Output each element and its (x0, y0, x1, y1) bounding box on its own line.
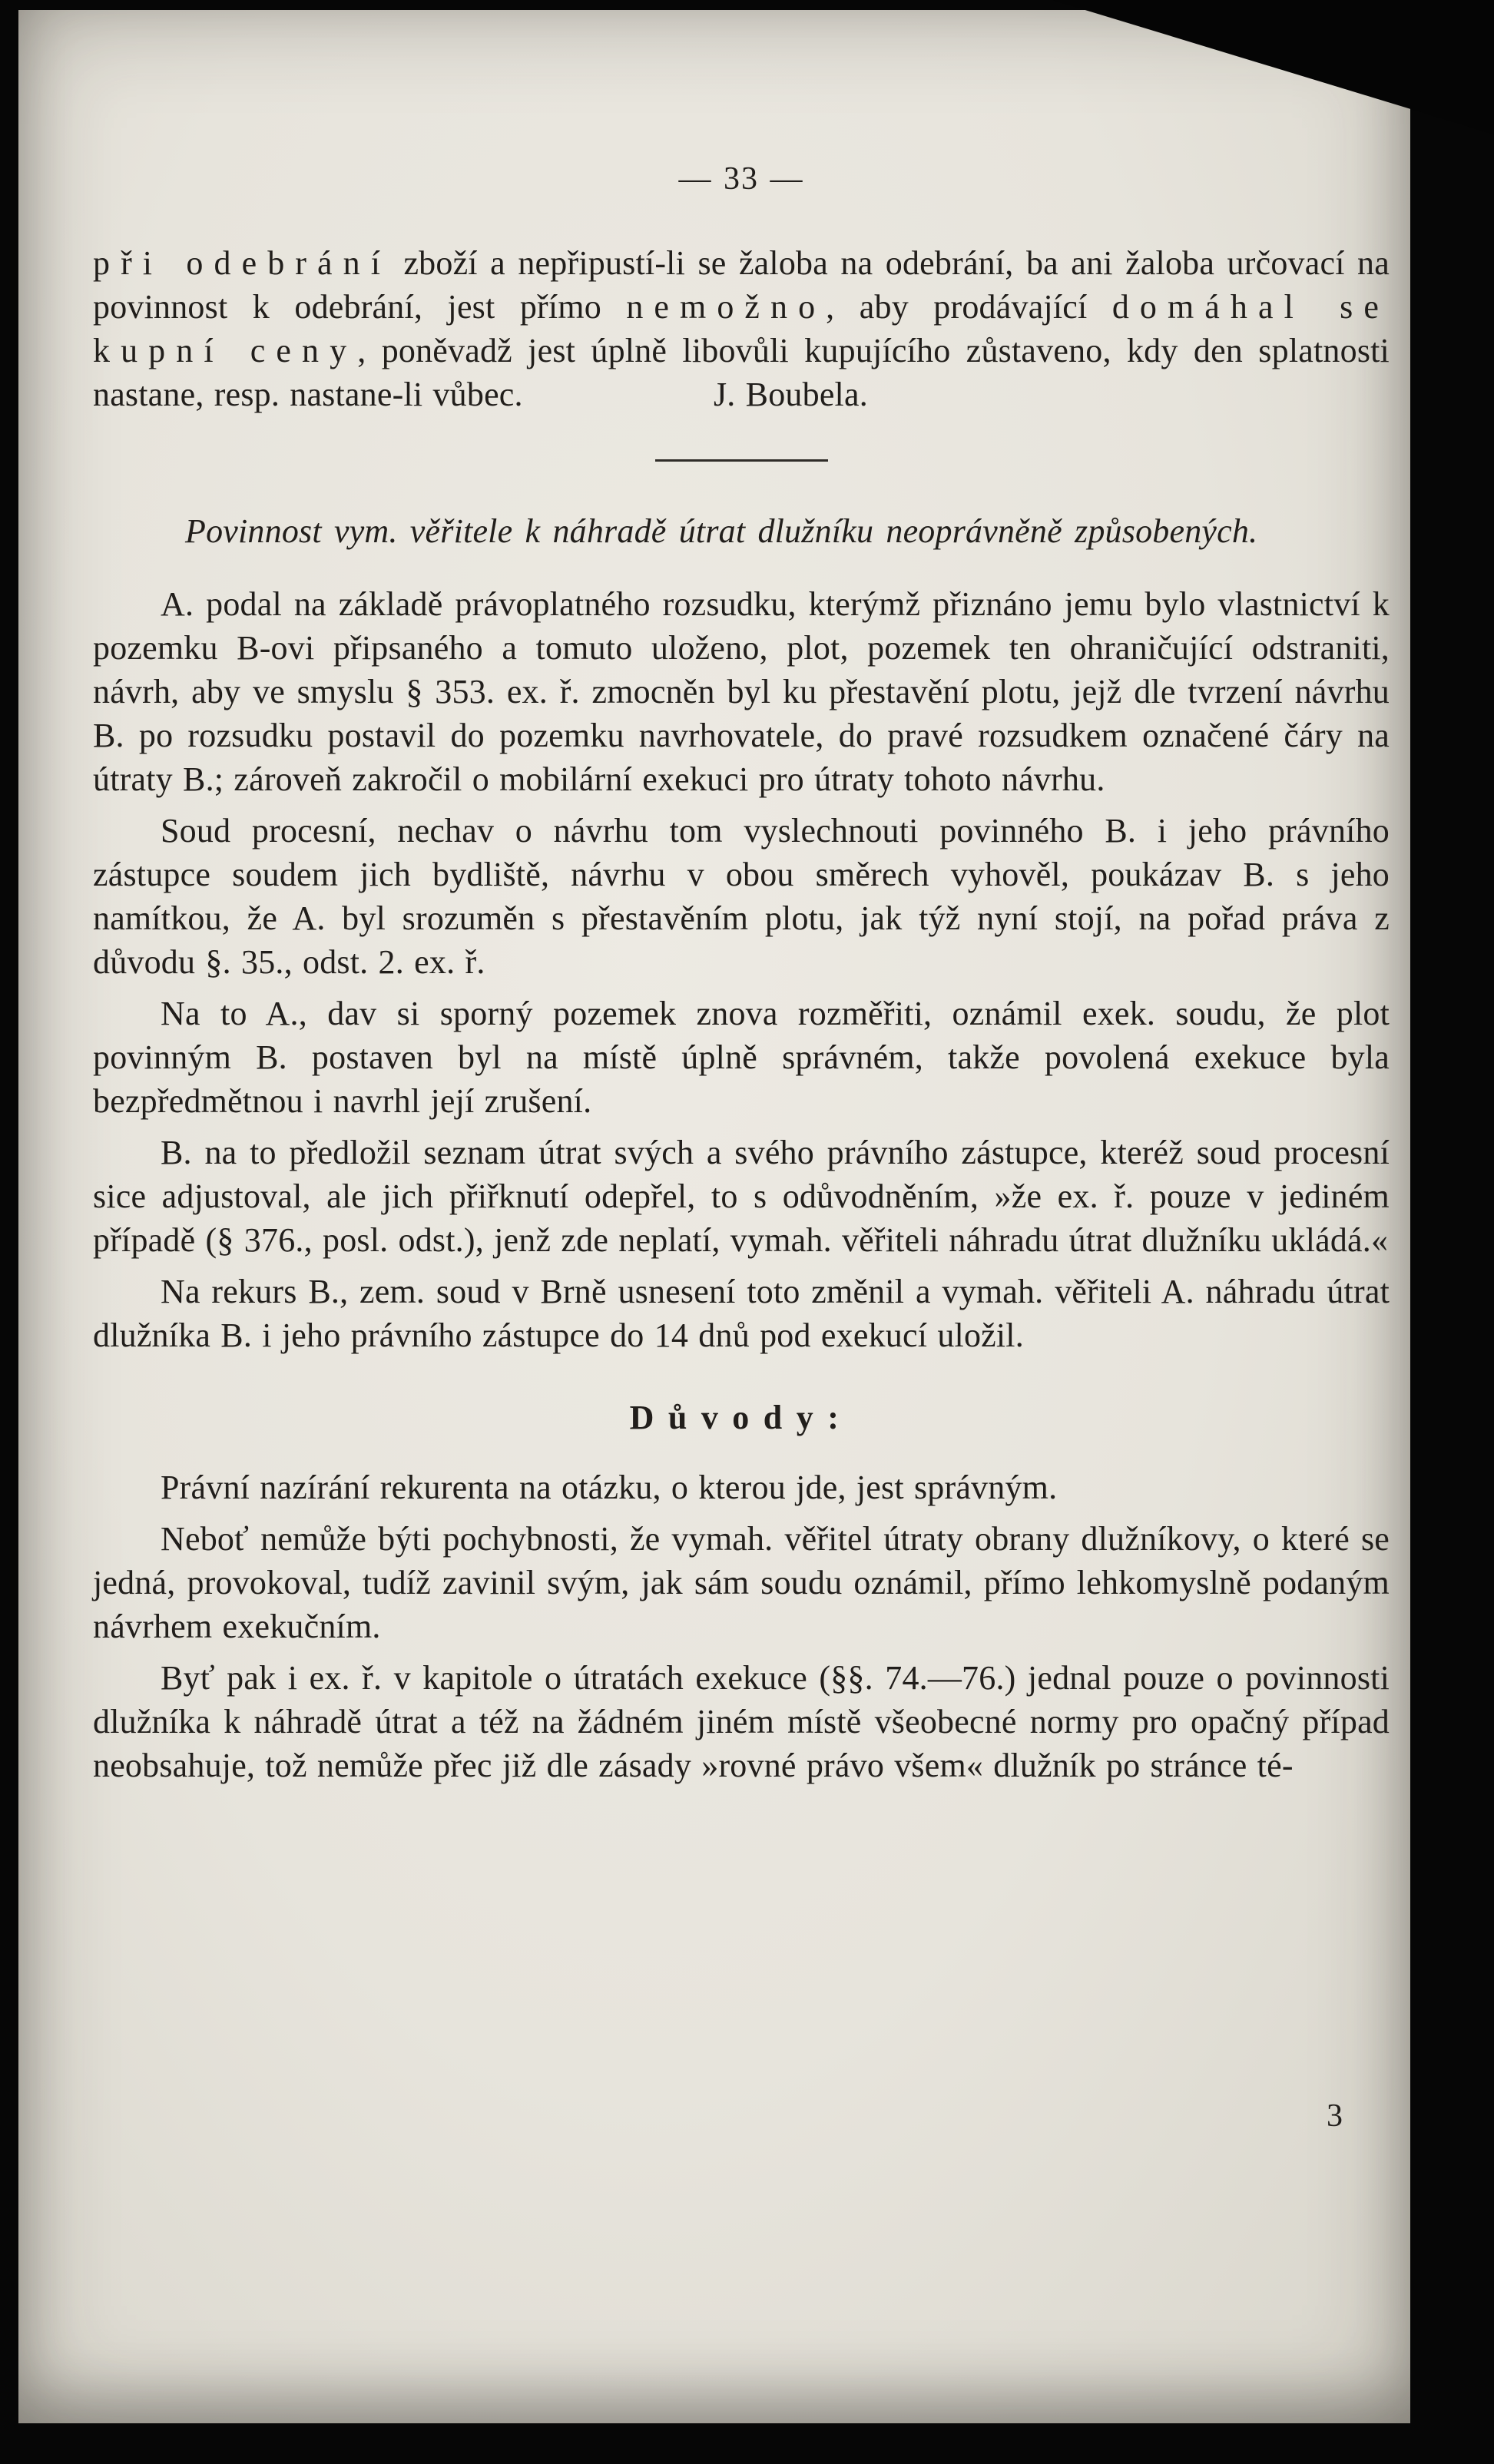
spaced-emphasis: domáhal se kupní ceny (93, 288, 1390, 369)
text-column (93, 10, 1390, 1795)
reasons-paragraph: Byť pak i ex. ř. v kapitole o útratách exekuce (§§. 74.—76.) jednal pouze o povinnosti dlužníka k náhradě útrat a též na žádném jiném místě všeobecné normy pro opačný případ neobsahuje, tož nemůže přec již dle zásady »rovné právo všem« dlužník po stránce té- (93, 1659, 1390, 1784)
case-heading: Povinnost vym. věřitele k náhradě útrat dlužníku neoprávněně způsobených. (185, 512, 1258, 550)
section-divider (655, 459, 828, 462)
case-paragraph: B. na to předložil seznam útrat svých a svého právního zástupce, kteréž soud procesní sice adjustoval, ale jich přiřknutí odepřel, to s odůvodněním, »že ex. ř. pouze v jediném případě (§ 376., posl. odst.), jenž zde neplatí, vymah. věřiteli náhradu útrat dlužníku ukládá.« (93, 1134, 1390, 1259)
case-paragraph: Soud procesní, nechav o návrhu tom vyslechnouti povinného B. i jeho právního zástupce soudem jich bydliště, návrhu v obou směrech vyhověl, poukázav B. s jeho namítkou, že A. byl srozuměn s přestavěním plotu, jak týž nyní stojí, na pořad práva z důvodu §. 35., odst. 2. ex. ř. (93, 812, 1390, 981)
page-number-footer: 3 (1327, 2098, 1343, 2134)
page-number-header: — 33 — (678, 161, 804, 197)
case-paragraph: Na to A., dav si sporný pozemek znova rozměřiti, oznámil exek. soudu, že plot povinným B. postaven byl na místě úplně správném, takže povolená exekuce byla bezpředmětnou i navrhl její zrušení. (93, 995, 1390, 1120)
body-text: , aby prodávající (826, 288, 1112, 326)
book-page (18, 10, 1410, 2423)
spaced-emphasis: při odebrání (93, 244, 392, 282)
body-text: , poněvadž jest úplně libovůli kupujícího zůstaveno, kdy den splatnosti nastane, resp. nastane-li vůbec. (93, 332, 1390, 413)
spaced-emphasis: nemožno (626, 288, 827, 326)
reasons-heading: Důvody: (629, 1399, 853, 1436)
author-signature: J. Boubela. (713, 376, 868, 413)
case-paragraph: A. podal na základě právoplatného rozsudku, kterýmž přiznáno jemu bylo vlastnictví k pozemku B-ovi připsaného a tomuto uloženo, plot, pozemek ten ohraničující odstraniti, návrh, aby ve smyslu § 353. ex. ř. zmocněn byl ku přestavění plotu, jejž dle tvrzení návrhu B. po rozsudku postavil do pozemku navrhovatele, do pravé rozsudkem označené čáry na útraty B.; zároveň zakročil o mobilární exekuci pro útraty tohoto návrhu. (93, 585, 1390, 798)
intro-paragraph (93, 241, 1390, 416)
body-text: zboží a nepřipustí-li se žaloba na odebrání, ba ani žaloba určovací na povinnost k odebrání, jest přímo (93, 244, 1390, 326)
case-paragraph: Na rekurs B., zem. soud v Brně usnesení toto změnil a vymah. věřiteli A. náhradu útrat dlužníka B. i jeho právního zástupce do 14 dnů pod exekucí uložil. (93, 1273, 1390, 1354)
reasons-paragraph: Neboť nemůže býti pochybnosti, že vymah. věřitel útraty obrany dlužníkovy, o které se jedná, provokoval, tudíž zavinil svým, jak sám soudu oznámil, přímo lehkomyslně podaným návrhem exekučním. (93, 1520, 1390, 1645)
reasons-paragraph: Právní nazírání rekurenta na otázku, o kterou jde, jest správným. (161, 1469, 1058, 1506)
